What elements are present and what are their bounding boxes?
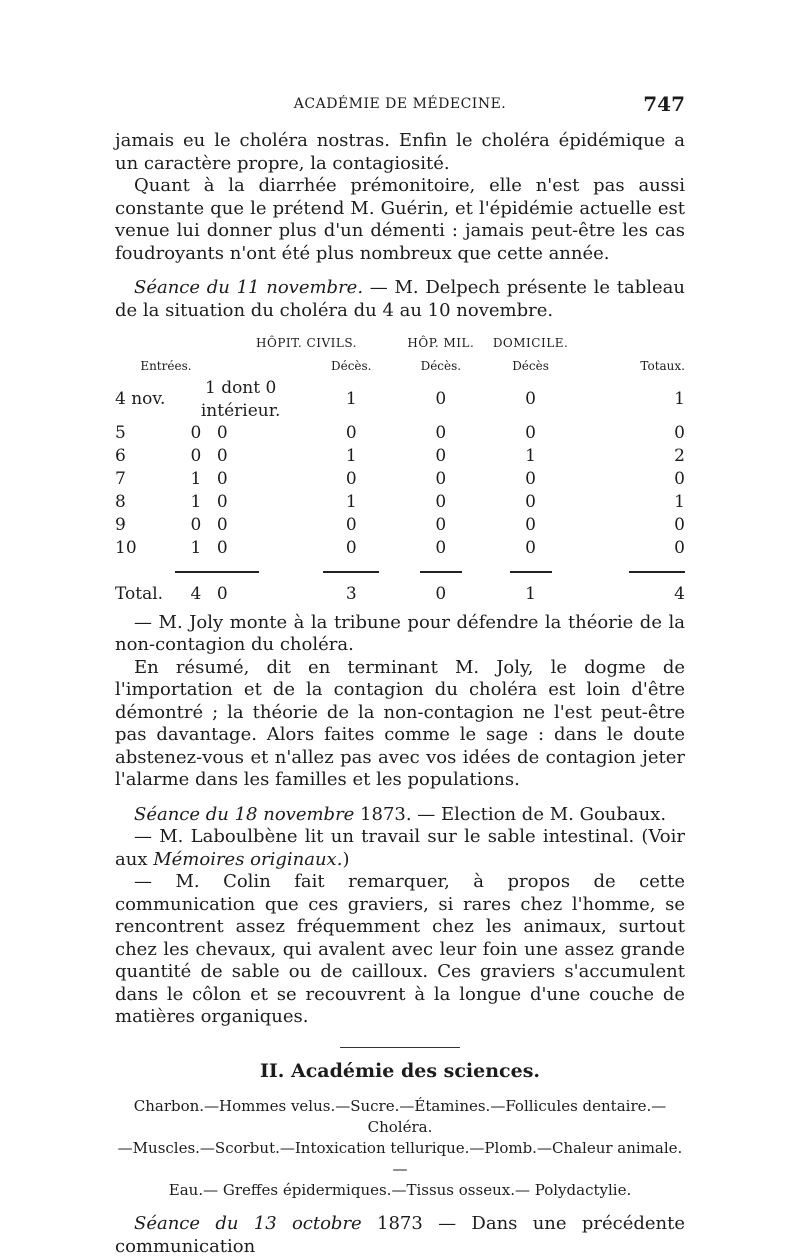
table-row — [115, 377, 685, 422]
cell-interieur: 0 — [216, 446, 228, 467]
cell-entrees: 1 — [190, 469, 202, 490]
cell-deces-domicile: 0 — [525, 538, 536, 559]
col-header-deces-civils: Décès. — [330, 358, 372, 373]
cell-entrees: 1 — [190, 492, 202, 513]
group-header-hop-mil: HÔP. MIL. — [407, 336, 475, 350]
cell-total: 0 — [674, 515, 685, 536]
table-row — [115, 537, 685, 560]
paragraph-en-resume: En résumé, dit en terminant M. Joly, le dogme de l'importation et de la contagion du choléra est loin d'être démontré ; la théorie de la non-contagion ne l'est peut-être pas davantage. Alors faites comme le sage : dans le doute abstenez-vous et n'allez pas avec vos idées de contagion jeter l'alarme dans les familles et les populations. — [115, 656, 685, 790]
table-column-header-row — [115, 355, 685, 378]
cell-total-totaux: 4 — [674, 583, 685, 604]
section-summary-line: Eau.— Greffes épidermiques.—Tissus osseux.— Polydactylie. — [168, 1181, 632, 1199]
group-header-hopit-civils: HÔPIT. CIVILS. — [256, 336, 357, 350]
laboulbene-end: ) — [342, 848, 350, 870]
seance-date: Séance du 13 octobre — [134, 1213, 362, 1234]
table-row — [115, 514, 685, 537]
cell-deces-domicile: 0 — [525, 389, 536, 410]
total-underline — [175, 571, 217, 573]
cell-entrees: 0 — [190, 423, 202, 444]
cell-day: 4 nov. — [115, 389, 166, 410]
cell-deces-civils: 0 — [345, 538, 357, 559]
cell-entrees: 1 — [190, 538, 202, 559]
paragraph-cholera-nostras: jamais eu le choléra nostras. Enfin le choléra épidémique a un caractère propre, la contagiosité. — [115, 130, 685, 174]
running-title: ACADÉMIE DE MÉDECINE. — [293, 96, 507, 112]
cell-deces-domicile: 0 — [525, 492, 536, 513]
cell-total-entrees: 4 — [190, 583, 202, 604]
seance-text: 1873 — Dans une précédente communication — [115, 1213, 685, 1257]
table-row — [115, 468, 685, 491]
col-header-deces-mil: Décès. — [420, 358, 462, 373]
cell-entrees: 0 — [190, 446, 202, 467]
table-row — [115, 422, 685, 445]
cell-total-label: Total. — [115, 583, 164, 604]
cell-total-interieur: 0 — [216, 583, 228, 604]
section-summary-line: Charbon.—Hommes velus.—Sucre.—Étamines.—Follicules dentaire.—Choléra. — [133, 1097, 667, 1136]
paragraph-seance-18-novembre — [115, 804, 685, 827]
cell-deces-mil: 0 — [435, 515, 447, 536]
col-header-deces-domicile: Décès — [512, 358, 549, 373]
cell-entrees-interieur: 1 dont 0 intérieur. — [200, 378, 281, 421]
cell-deces-civils: 0 — [345, 515, 357, 536]
cell-deces-civils: 1 — [345, 389, 357, 410]
cell-day: 10 — [115, 538, 137, 559]
total-underline — [629, 571, 685, 573]
col-header-entrees: Entrées. — [140, 358, 192, 373]
cholera-table — [115, 332, 685, 606]
cell-interieur: 0 — [216, 469, 228, 490]
table-row — [115, 445, 685, 468]
cell-deces-mil: 0 — [435, 389, 447, 410]
cell-deces-mil: 0 — [435, 423, 447, 444]
cell-total: 2 — [674, 446, 685, 467]
table-total-row — [115, 583, 685, 606]
cell-deces-civils: 0 — [345, 469, 357, 490]
cell-deces-mil: 0 — [435, 469, 447, 490]
cell-total: 0 — [674, 538, 685, 559]
section-divider — [340, 1047, 460, 1048]
total-underline — [217, 571, 259, 573]
cell-deces-mil: 0 — [435, 538, 447, 559]
page-number: 747 — [643, 92, 685, 116]
memoires-originaux: Mémoires originaux. — [153, 848, 343, 870]
cell-day: 6 — [115, 446, 126, 467]
total-underline — [420, 571, 462, 573]
paragraph-laboulbene — [115, 826, 685, 871]
cell-deces-mil: 0 — [435, 492, 447, 513]
paragraph-joly: — M. Joly monte à la tribune pour défendre la théorie de la non-contagion du choléra. — [115, 611, 685, 655]
cell-total: 0 — [674, 423, 685, 444]
cell-total-deces-domicile: 1 — [525, 583, 536, 604]
cell-interieur: 0 — [216, 515, 228, 536]
cell-total: 1 — [674, 492, 685, 513]
cell-day: 8 — [115, 492, 126, 513]
page-header — [115, 92, 685, 126]
section-title: II. Académie des sciences. — [259, 1059, 541, 1082]
col-header-totaux: Totaux. — [640, 358, 685, 373]
cell-deces-civils: 1 — [345, 446, 357, 467]
cell-deces-civils: 1 — [345, 492, 357, 513]
cell-total: 0 — [674, 469, 685, 490]
cell-total-deces-civils: 3 — [345, 583, 357, 604]
cell-interieur: 0 — [216, 423, 228, 444]
paragraph-diarrhee: Quant à la diarrhée prémonitoire, elle n'est pas aussi constante que le prétend M. Guérin, et l'épidémie actuelle est venue lui donner plus d'un démenti : jamais peut-être les cas foudroyants n'ont été plus nombreux que cette année. — [115, 175, 685, 264]
total-underline — [323, 571, 379, 573]
cell-deces-domicile: 0 — [525, 469, 536, 490]
cell-total-deces-mil: 0 — [435, 583, 447, 604]
cell-total: 1 — [674, 389, 685, 410]
table-total-rule — [115, 560, 685, 583]
paragraph-seance-11-novembre — [115, 277, 685, 322]
cell-entrees: 0 — [190, 515, 202, 536]
cell-deces-civils: 0 — [345, 423, 357, 444]
cell-deces-domicile: 0 — [525, 515, 536, 536]
cell-day: 5 — [115, 423, 126, 444]
table-group-header-row — [115, 332, 685, 355]
cell-day: 9 — [115, 515, 126, 536]
cell-day: 7 — [115, 469, 126, 490]
laboulbene-text: — M. Laboulbène lit un travail sur le sable intestinal. (Voir aux — [115, 826, 685, 870]
seance-date: Séance du 18 novembre — [134, 803, 355, 825]
seance-text: 1873. — Election de M. Goubaux. — [354, 803, 667, 825]
cell-interieur: 0 — [216, 538, 228, 559]
seance-text: — M. Delpech présente le tableau de la situation du choléra du 4 au 10 novembre. — [115, 277, 685, 321]
paragraph-seance-13-octobre — [115, 1213, 685, 1258]
cell-deces-domicile: 0 — [525, 423, 536, 444]
table-row — [115, 491, 685, 514]
cell-interieur: 0 — [216, 492, 228, 513]
seance-date: Séance du 11 novembre. — [134, 277, 364, 298]
paragraph-colin: — M. Colin fait remarquer, à propos de cette communication que ces graviers, si rares chez l'homme, se rencontrent assez fréquemment chez les animaux, surtout chez les chevaux, qui avalent avec leur foin une assez grande quantité de sable ou de cailloux. Ces graviers s'accumulent dans le côlon et se recouvrent à la longue d'une couche de matières organiques. — [115, 871, 685, 1027]
group-header-domicile: DOMICILE. — [492, 336, 569, 350]
total-underline — [510, 571, 552, 573]
cell-deces-domicile: 1 — [525, 446, 536, 467]
body-text — [115, 130, 685, 1258]
section-summary-line: —Muscles.—Scorbut.—Intoxication tellurique.—Plomb.—Chaleur animale.— — [117, 1139, 683, 1178]
cell-deces-mil: 0 — [435, 446, 447, 467]
